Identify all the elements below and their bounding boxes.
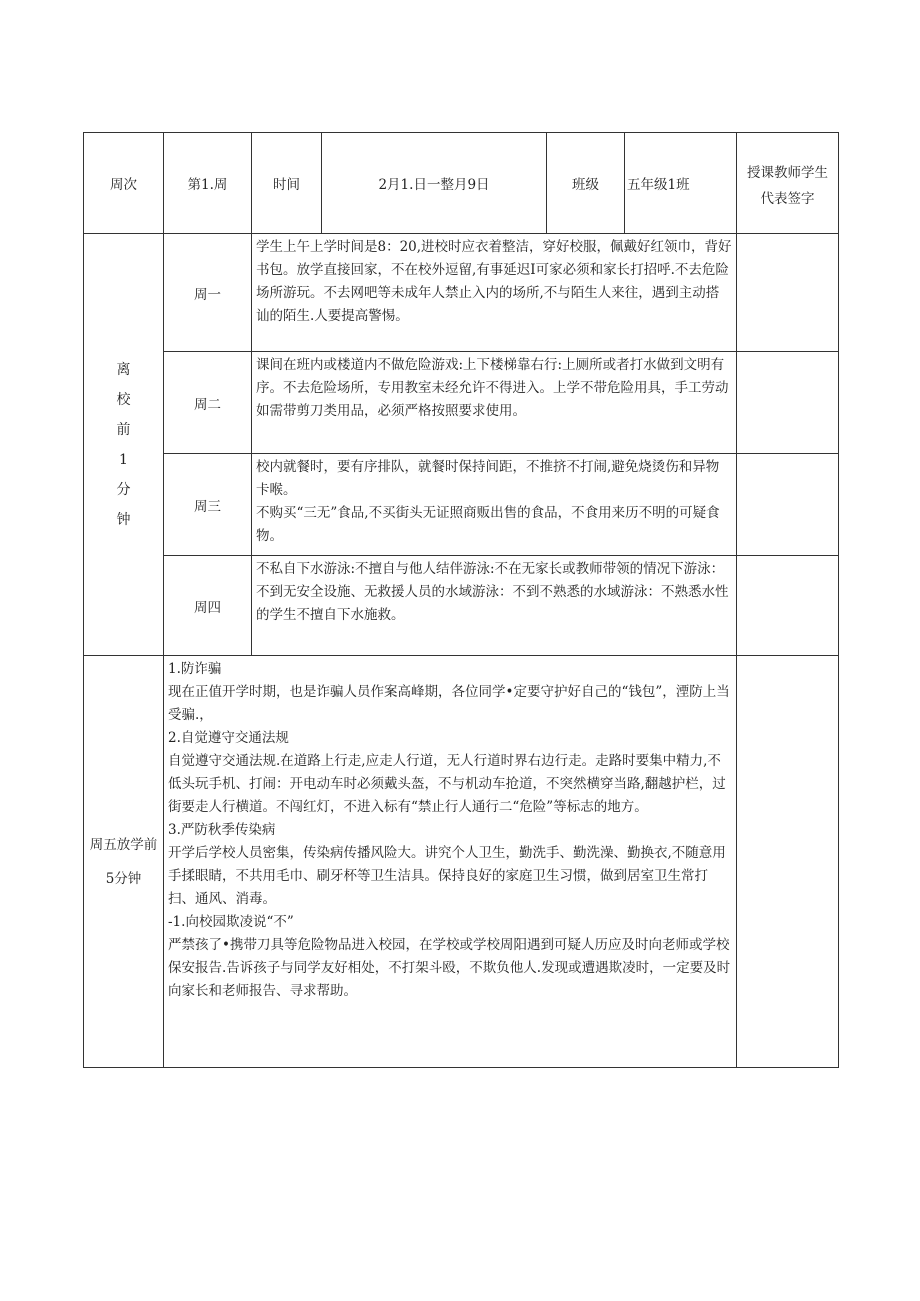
day-content-para: 不购买“三无”食品,不买街头无证照商贩出售的食品，不食用来历不明的可疑食物。 — [256, 505, 720, 544]
week-value: 第1.周 — [164, 133, 252, 234]
signature-cell — [737, 234, 839, 352]
signature-cell — [737, 454, 839, 556]
section-label-char: 离 — [116, 361, 131, 378]
header-row — [84, 133, 839, 234]
class-label: 班级 — [547, 133, 625, 234]
signature-cell — [737, 352, 839, 454]
friday-label-line2: 5分钟 — [105, 870, 142, 887]
section-label-char: 分 — [116, 481, 131, 498]
section-label-char: 前 — [116, 421, 131, 438]
day-row-thursday — [84, 556, 839, 656]
day-row-monday — [84, 234, 839, 352]
class-value-text: 五年级1班 — [627, 177, 690, 193]
section-before-leaving-label — [84, 234, 164, 656]
friday-item-text: 开学后学校人员密集，传染病传播风险大。讲究个人卫生，勤洗手、勤洗澡、勤换衣,不随意用手揉眼睛，不共用毛巾、刷牙杯等卫生洁具。保持良好的家庭卫生习惯，做到居室卫生常打扫、通风、消毒。 — [168, 845, 726, 907]
day-content: 课间在班内或楼道内不做危险游戏:上下楼梯靠右行:上厕所或者打水做到文明有序。不去危险场所，专用教室未经允许不得进入。上学不带危险用具，手工劳动如需带剪刀类用品，必须严格按照要求使用。 — [252, 352, 737, 454]
time-value: 2月1.日一整月9日 — [322, 133, 547, 234]
friday-item-text: 严禁孩了•携带刀具等危险物品进入校园，在学校或学校周阳遇到可疑人历应及时向老师或学校保安报告.告诉孩子与同学友好相处，不打架斗殴，不欺负他人.发现或遭遇欺凌时，一定要及时向家长和老师报告、寻求帮助。 — [168, 937, 731, 999]
class-value — [625, 133, 737, 234]
day-row-wednesday — [84, 454, 839, 556]
day-row-tuesday — [84, 352, 839, 454]
time-label: 时间 — [252, 133, 322, 234]
day-label: 周四 — [164, 556, 252, 656]
section-label-char: 1 — [119, 451, 128, 468]
day-label: 周一 — [164, 234, 252, 352]
friday-item-heading: -1.向校园欺凌说“不” — [168, 914, 294, 930]
day-content — [252, 454, 737, 556]
signature-line1: 授课教师学生 — [747, 165, 828, 181]
friday-item-heading: 3.严防秋季传染病 — [168, 822, 276, 838]
section-label-char: 钟 — [116, 511, 131, 528]
safety-schedule-table — [83, 132, 838, 1068]
section-friday-label — [84, 656, 164, 1068]
friday-row — [84, 656, 839, 1068]
day-content: 不私自下水游泳:不擅自与他人结伴游泳:不在无家长或教师带领的情况下游泳：不到无安全设施、无救援人员的水域游泳：不到不熟悉的水域游泳：不熟悉水性的学生不擅自下水施救。 — [252, 556, 737, 656]
friday-item-text: 自觉遵守交通法规.在道路上行走,应走人行道，无人行道时界右边行走。走路时要集中精力,不低头玩手机、打闹：开电动车时必须戴头盔，不与机动车抢道，不突然横穿当路,翻越护栏，过街要走人行横道。不闯红灯，不进入标有“禁止行人通行二“危险”等标志的地方。 — [168, 753, 726, 815]
section-label-char: 校 — [116, 391, 131, 408]
signature-cell — [737, 656, 839, 1068]
day-label: 周三 — [164, 454, 252, 556]
friday-item-text: 现在正值开学时期，也是诈骗人员作案高峰期，各位同学•定要守护好自己的“钱包”，湮防上当受骗.， — [168, 684, 730, 723]
week-label: 周次 — [84, 133, 164, 234]
day-label: 周二 — [164, 352, 252, 454]
friday-item-heading: 2.自觉遵守交通法规 — [168, 730, 289, 746]
signature-cell — [737, 556, 839, 656]
friday-content — [164, 656, 737, 1068]
signature-line2: 代表签字 — [760, 191, 815, 207]
signature-header — [737, 133, 839, 234]
day-content: 学生上午上学时间是8：20,进校时应衣着整洁，穿好校服，佩戴好红领巾，背好书包。放学直接回家，不在校外逗留,有事延迟I可家必须和家长打招呼.不去危险场所游玩。不去网吧等未成年人禁止入内的场所,不与陌生人来往，遇到主动搭讪的陌生.人要提高警惕。 — [252, 234, 737, 352]
day-content-para: 校内就餐时，要有序排队，就餐时保持间距，不推挤不打闹,避免烧烫伤和异物卡喉。 — [256, 459, 720, 498]
friday-label-line1: 周五放学前 — [89, 836, 158, 853]
friday-item-heading: 1.防诈骗 — [168, 661, 222, 677]
